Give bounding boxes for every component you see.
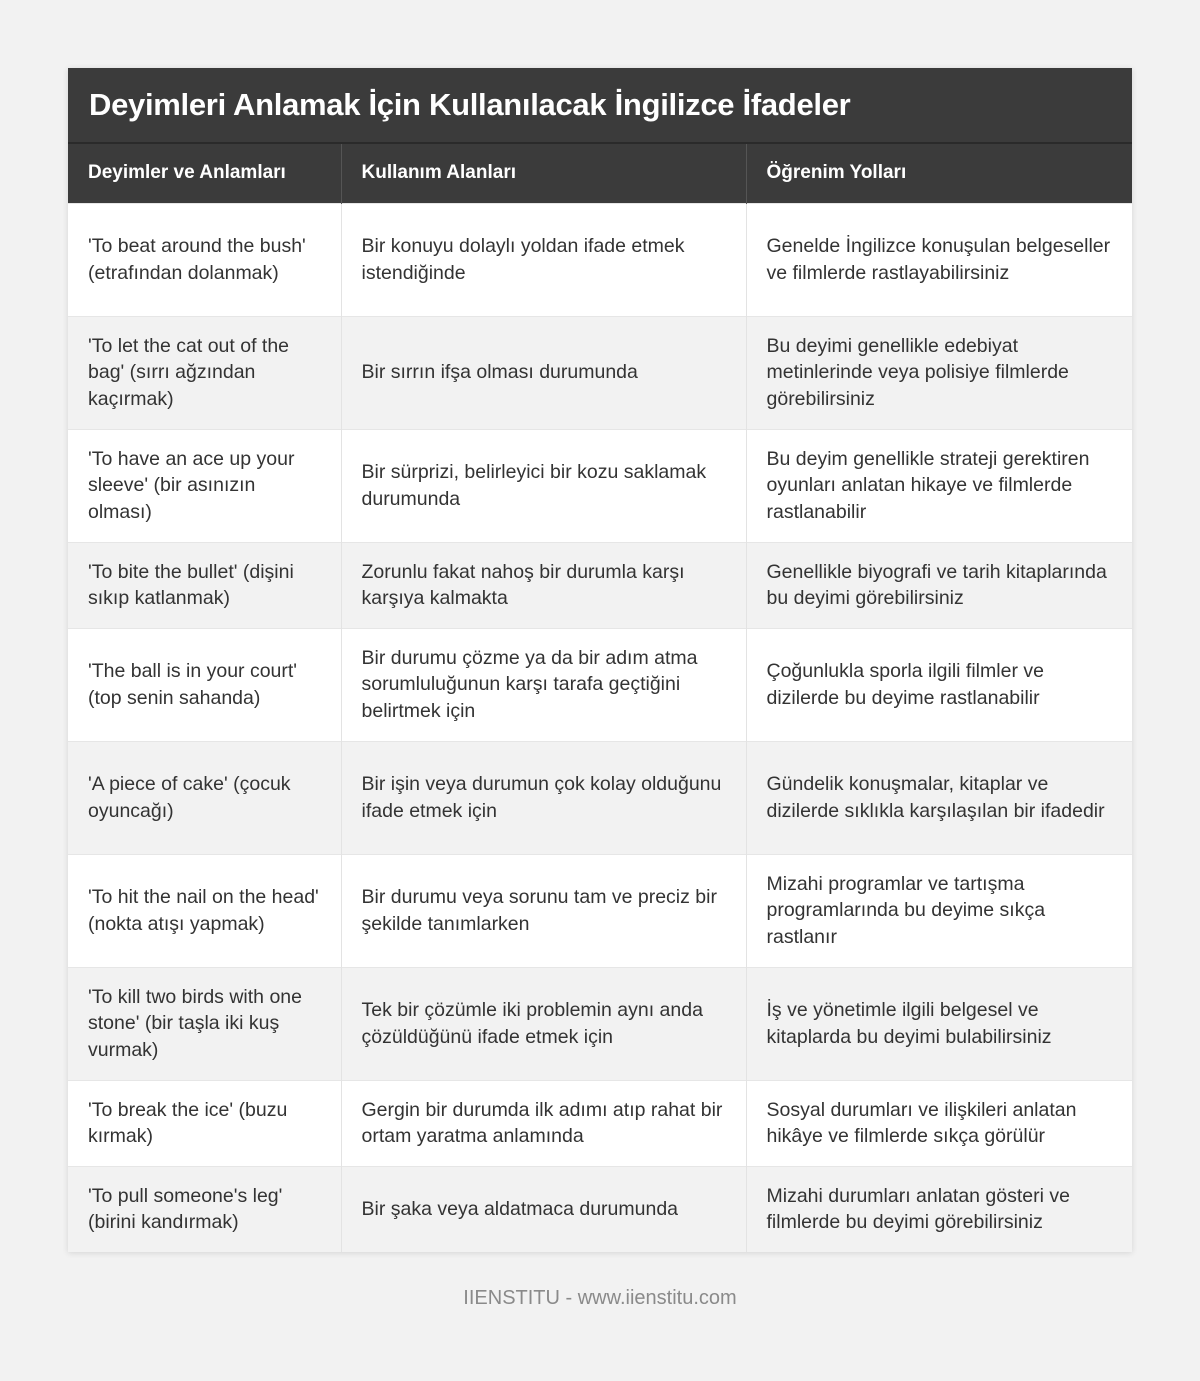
table-row	[68, 967, 1132, 1080]
usage-cell: Tek bir çözümle iki problemin aynı anda çözüldüğünü ifade etmek için	[341, 967, 746, 1080]
usage-cell: Zorunlu fakat nahoş bir durumla karşı karşıya kalmakta	[341, 542, 746, 628]
learning-cell: Bu deyimi genellikle edebiyat metinlerinde veya polisiye filmlerde görebilirsiniz	[746, 316, 1132, 429]
idioms-table-card	[68, 68, 1132, 1252]
idiom-cell: 'To pull someone's leg' (birini kandırmak)	[68, 1166, 341, 1252]
usage-cell: Bir durumu veya sorunu tam ve preciz bir şekilde tanımlarken	[341, 854, 746, 967]
table-body	[68, 203, 1132, 1252]
idiom-cell: 'The ball is in your court' (top senin sahanda)	[68, 628, 341, 741]
table-row	[68, 316, 1132, 429]
table-row	[68, 628, 1132, 741]
idioms-table	[68, 144, 1132, 1252]
table-row	[68, 854, 1132, 967]
idiom-cell: 'To hit the nail on the head' (nokta atışı yapmak)	[68, 854, 341, 967]
idiom-cell: 'To break the ice' (buzu kırmak)	[68, 1080, 341, 1166]
usage-cell: Bir durumu çözme ya da bir adım atma sorumluluğunun karşı tarafa geçtiğini belirtmek için	[341, 628, 746, 741]
idiom-cell: 'To let the cat out of the bag' (sırrı ağzından kaçırmak)	[68, 316, 341, 429]
table-row	[68, 741, 1132, 854]
idiom-cell: 'To kill two birds with one stone' (bir taşla iki kuş vurmak)	[68, 967, 341, 1080]
learning-cell: Sosyal durumları ve ilişkileri anlatan hikâye ve filmlerde sıkça görülür	[746, 1080, 1132, 1166]
table-row	[68, 1080, 1132, 1166]
table-row	[68, 203, 1132, 316]
learning-cell: İş ve yönetimle ilgili belgesel ve kitaplarda bu deyimi bulabilirsiniz	[746, 967, 1132, 1080]
table-header	[68, 144, 1132, 203]
footer-credit: IIENSTITU - www.iienstitu.com	[463, 1287, 737, 1309]
column-header-learning: Öğrenim Yolları	[746, 144, 1132, 203]
learning-cell: Genellikle biyografi ve tarih kitaplarında bu deyimi görebilirsiniz	[746, 542, 1132, 628]
usage-cell: Gergin bir durumda ilk adımı atıp rahat bir ortam yaratma anlamında	[341, 1080, 746, 1166]
table-row	[68, 429, 1132, 542]
header-row	[68, 144, 1132, 203]
table-title-bar	[68, 68, 1132, 144]
table-row	[68, 1166, 1132, 1252]
learning-cell: Mizahi programlar ve tartışma programlarında bu deyime sıkça rastlanır	[746, 854, 1132, 967]
table-title: Deyimleri Anlamak İçin Kullanılacak İngilizce İfadeler	[89, 87, 851, 122]
usage-cell: Bir sürprizi, belirleyici bir kozu saklamak durumunda	[341, 429, 746, 542]
usage-cell: Bir şaka veya aldatmaca durumunda	[341, 1166, 746, 1252]
learning-cell: Gündelik konuşmalar, kitaplar ve dizilerde sıklıkla karşılaşılan bir ifadedir	[746, 741, 1132, 854]
learning-cell: Çoğunlukla sporla ilgili filmler ve dizilerde bu deyime rastlanabilir	[746, 628, 1132, 741]
learning-cell: Genelde İngilizce konuşulan belgeseller ve filmlerde rastlayabilirsiniz	[746, 203, 1132, 316]
learning-cell: Bu deyim genellikle strateji gerektiren oyunları anlatan hikaye ve filmlerde rastlanabilir	[746, 429, 1132, 542]
table-row	[68, 542, 1132, 628]
idiom-cell: 'A piece of cake' (çocuk oyuncağı)	[68, 741, 341, 854]
idiom-cell: 'To bite the bullet' (dişini sıkıp katlanmak)	[68, 542, 341, 628]
column-header-idioms: Deyimler ve Anlamları	[68, 144, 341, 203]
usage-cell: Bir konuyu dolaylı yoldan ifade etmek istendiğinde	[341, 203, 746, 316]
usage-cell: Bir işin veya durumun çok kolay olduğunu ifade etmek için	[341, 741, 746, 854]
column-header-usage: Kullanım Alanları	[341, 144, 746, 203]
learning-cell: Mizahi durumları anlatan gösteri ve filmlerde bu deyimi görebilirsiniz	[746, 1166, 1132, 1252]
idiom-cell: 'To beat around the bush' (etrafından dolanmak)	[68, 203, 341, 316]
idiom-cell: 'To have an ace up your sleeve' (bir asınızın olması)	[68, 429, 341, 542]
usage-cell: Bir sırrın ifşa olması durumunda	[341, 316, 746, 429]
